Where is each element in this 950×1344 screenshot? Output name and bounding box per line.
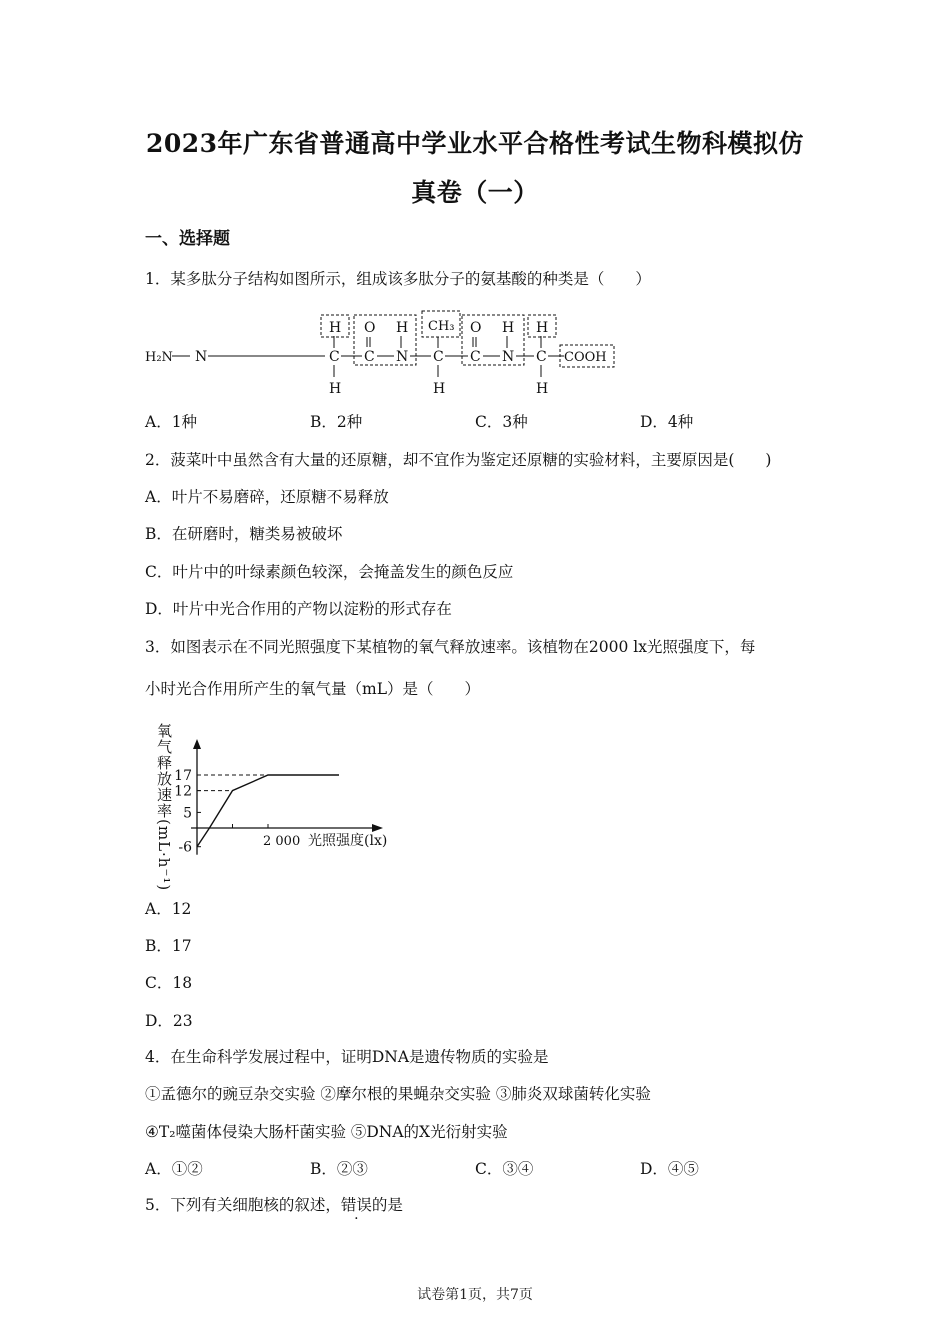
n-amide-2: N (502, 349, 515, 365)
q1-option-a: A．1种 (145, 413, 198, 431)
c-alpha-1: C (329, 349, 340, 365)
c-alpha-3: C (536, 349, 547, 365)
q2-option-d: D．叶片中光合作用的产物以淀粉的形式存在 (145, 600, 452, 618)
methyl-group: CH₃ (428, 319, 455, 334)
q4-option-b: B．②③ (310, 1160, 368, 1178)
y-axis-label: 氧气释放速率(mL·h⁻¹) (155, 723, 173, 892)
y-tick-label--6: -6 (178, 839, 192, 856)
q2-stem: 2．菠菜叶中虽然含有大量的还原糖，却不宜作为鉴定还原糖的实验材料，主要原因是( ) (145, 451, 772, 469)
n-main-0: N (195, 349, 208, 365)
q5-stem-prefix: 5．下列有关细胞核的叙述， (145, 1196, 341, 1214)
h-top-4: H (536, 320, 549, 336)
x-tick-label-2000: 2 000 (263, 834, 301, 849)
h-top-2: H (396, 320, 409, 336)
q1-option-b: B．2种 (310, 413, 363, 431)
o-top-2: O (470, 320, 482, 336)
y-tick-label-12: 12 (174, 783, 192, 800)
o-top-1: O (364, 320, 376, 336)
amino-group: H₂N (145, 350, 173, 365)
q2-option-b: B．在研磨时，糖类易被破坏 (145, 525, 343, 543)
q3-option-c: C．18 (145, 974, 193, 992)
title-line-2: 真卷（一） (411, 178, 539, 207)
h-bottom-1: H (329, 381, 342, 397)
q4-option-c: C．③④ (475, 1160, 534, 1178)
h-bottom-3: H (536, 381, 549, 397)
q4-option-a: A．①② (145, 1160, 203, 1178)
h-top-1: H (329, 320, 342, 336)
q4-items-line-2: ④T₂噬菌体侵染大肠杆菌实验 ⑤DNA的X光衍射实验 (145, 1123, 508, 1141)
q3-stem-line-2: 小时光合作用所产生的氧气量（mL）是（ ） (145, 680, 480, 698)
n-amide-1: N (396, 349, 409, 365)
c-carbonyl-2: C (470, 349, 481, 365)
y-axis-arrow (193, 739, 201, 749)
y-tick-label-17: 17 (174, 768, 192, 784)
page-footer: 试卷第1页，共7页 (417, 1287, 533, 1303)
q4-stem: 4．在生命科学发展过程中，证明DNA是遗传物质的实验是 (145, 1048, 549, 1066)
c-carbonyl-1: C (364, 349, 375, 365)
y-tick-label-5: 5 (183, 805, 192, 822)
x-axis-arrow (372, 824, 383, 832)
q3-stem-line-1: 3．如图表示在不同光照强度下某植物的氧气释放速率。该植物在2000 lx光照强度下，每 (145, 638, 756, 656)
title-line-1: 2023年广东省普通高中学业水平合格性考试生物科模拟仿 (145, 129, 805, 158)
q5-stem (145, 1193, 403, 1215)
q1-option-d: D．4种 (640, 413, 694, 431)
q4-items-line-1: ①孟德尔的豌豆杂交实验 ②摩尔根的果蝇杂交实验 ③肺炎双球菌转化实验 (145, 1085, 651, 1103)
q1-option-c: C．3种 (475, 413, 528, 431)
q5-stem-emphasis: 错误 (340, 1196, 372, 1214)
h-bottom-2: H (433, 381, 446, 397)
q3-option-a: A．12 (145, 900, 192, 918)
peptide-structure-diagram (140, 305, 607, 400)
q4-option-d: D．④⑤ (640, 1160, 699, 1178)
q5-stem-suffix: 的是 (371, 1196, 403, 1214)
q3-option-b: B．17 (145, 937, 192, 955)
oxygen-release-chart (140, 715, 440, 892)
q3-option-d: D．23 (145, 1012, 193, 1030)
section-heading: 一、选择题 (145, 229, 230, 249)
q1-stem: 1．某多肽分子结构如图所示，组成该多肽分子的氨基酸的种类是（ ） (145, 270, 651, 288)
c-alpha-2: C (433, 349, 444, 365)
carboxyl-group: COOH (564, 350, 607, 365)
x-axis-label: 光照强度(lx) (308, 833, 388, 849)
h-top-3: H (502, 320, 515, 336)
q2-option-c: C．叶片中的叶绿素颜色较深，会掩盖发生的颜色反应 (145, 563, 514, 581)
q2-option-a: A．叶片不易磨碎，还原糖不易释放 (145, 488, 389, 506)
